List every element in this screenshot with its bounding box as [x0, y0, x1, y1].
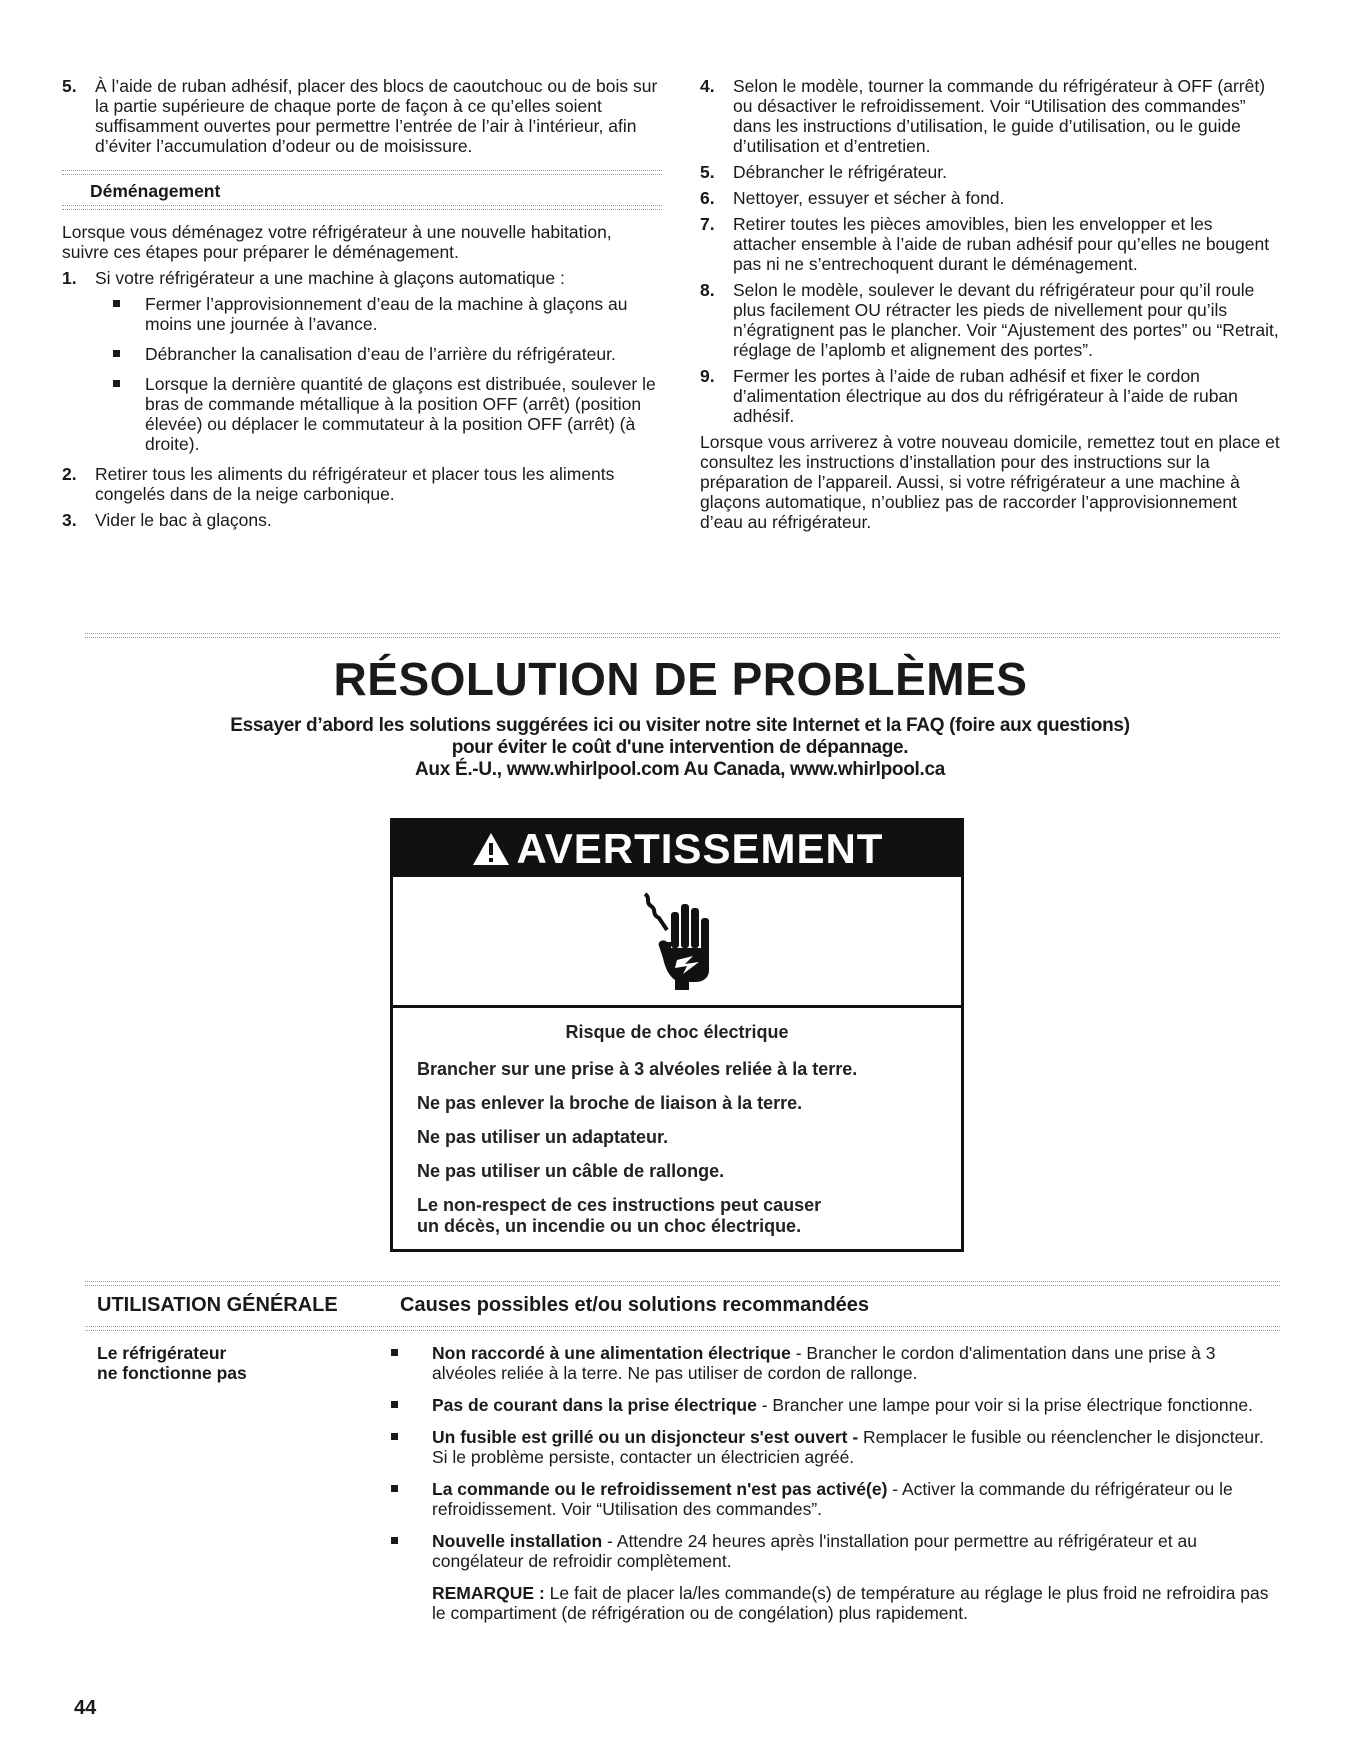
warning-consequence-line: un décès, un incendie ou un choc électrique. [417, 1216, 802, 1236]
bullet-list [95, 294, 662, 454]
step-item [62, 76, 662, 156]
step-text: Si votre réfrigérateur a une machine à glaçons automatique : [95, 268, 565, 288]
solution-item [382, 1427, 1277, 1467]
problem-label-line: ne fonctionne pas [97, 1363, 247, 1383]
step-text: Vider le bac à glaçons. [95, 510, 272, 530]
step-number: 4. [700, 76, 715, 96]
solution-text: - Attendre 24 heures après l'installation pour permettre au réfrigérateur et au congélateur de refroidir complètement. [432, 1531, 1197, 1571]
warning-line: Ne pas enlever la broche de liaison à la terre. [417, 1093, 803, 1113]
step-number: 5. [62, 76, 77, 96]
step-item [700, 76, 1280, 156]
step-number: 7. [700, 214, 715, 234]
section-divider [62, 205, 662, 210]
warning-consequence [417, 1195, 961, 1237]
step-number: 9. [700, 366, 715, 386]
warning-title: Risque de choc électrique [565, 1022, 789, 1042]
intro-line: pour éviter le coût d'une intervention de dépannage. [451, 737, 909, 758]
bullet-text: Fermer l’approvisionnement d’eau de la machine à glaçons au moins une journée à l’avance. [145, 294, 628, 334]
bullet-square-icon [113, 350, 120, 357]
warning-header-text: AVERTISSEMENT [516, 825, 884, 872]
electric-shock-hand-icon [637, 886, 717, 996]
step-number: 1. [62, 268, 77, 288]
warning-line: Ne pas utiliser un adaptateur. [417, 1127, 669, 1147]
warning-line: Ne pas utiliser un câble de rallonge. [417, 1161, 725, 1181]
section-divider [85, 633, 1280, 638]
bullet-square-icon [391, 1537, 398, 1544]
solution-cause: Nouvelle installation [432, 1531, 603, 1551]
step-item [700, 366, 1280, 426]
step-text: Retirer tous les aliments du réfrigérateur et placer tous les aliments congelés dans de la neige carbonique. [95, 464, 615, 504]
solutions-list [382, 1343, 1277, 1623]
bullet-item [95, 294, 662, 334]
step-item [700, 280, 1280, 360]
solution-cause: La commande ou le refroidissement n'est pas activé(e) [432, 1479, 888, 1499]
step-item [62, 464, 662, 504]
step-item [700, 188, 1280, 208]
solution-cause: Un fusible est grillé ou un disjoncteur s'est ouvert - [432, 1427, 859, 1447]
left-step-list [62, 76, 662, 156]
table-header-category: UTILISATION GÉNÉRALE [97, 1294, 338, 1316]
step-number: 6. [700, 188, 715, 208]
solution-text: - Activer la commande du réfrigérateur ou le refroidissement. Voir “Utilisation des commandes”. [432, 1479, 1233, 1519]
section-intro: Lorsque vous déménagez votre réfrigérateur à une nouvelle habitation, suivre ces étapes pour préparer le déménagement. [62, 222, 612, 262]
closing-paragraph: Lorsque vous arriverez à votre nouveau domicile, remettez tout en place et consultez les instructions d’installation pour des instructions sur la préparation de l’appareil. Aussi, si votre réfrigérateur a une machine à glaçons automatique, n’oubliez pas de raccorder l’approvisionnement d’eau au réfrigérateur. [700, 432, 1280, 532]
warning-consequence-line: Le non-respect de ces instructions peut causer [417, 1195, 822, 1215]
problem-label [97, 1343, 357, 1383]
bullet-square-icon [113, 380, 120, 387]
warning-triangle-icon [471, 831, 511, 867]
step-text: Selon le modèle, soulever le devant du réfrigérateur pour qu’il roule plus facilement OU rétracter les pieds de nivellement pour qu’ils n’égratignent pas le plancher. Voir “Ajustement des portes” ou “Retrait, réglage de l’aplomb et alignement des portes”. [733, 280, 1279, 360]
solution-cause: Non raccordé à une alimentation électrique [432, 1343, 791, 1363]
step-text: Retirer toutes les pièces amovibles, bien les envelopper et les attacher ensemble à l’aide de ruban adhésif pour qu’elles ne bougent pas ni ne s’entrechoquent durant le déménagement. [733, 214, 1270, 274]
table-header-solutions: Causes possibles et/ou solutions recommandées [400, 1294, 870, 1316]
section-divider [62, 170, 662, 175]
step-item [700, 214, 1280, 274]
bullet-square-icon [113, 300, 120, 307]
intro-text [100, 715, 1260, 781]
page-title: RÉSOLUTION DE PROBLÈMES [333, 653, 1028, 705]
table-divider [85, 1326, 1280, 1331]
warning-header [393, 821, 961, 877]
bullet-item [95, 344, 662, 364]
solution-text: - Brancher une lampe pour voir si la prise électrique fonctionne. [756, 1395, 1253, 1415]
section-title: Déménagement [90, 181, 221, 201]
bullet-square-icon [391, 1433, 398, 1440]
problem-label-line: Le réfrigérateur [97, 1343, 227, 1363]
left-column [62, 76, 662, 536]
solution-item [382, 1531, 1277, 1571]
solution-text: - Brancher le cordon d'alimentation dans une prise à 3 alvéoles reliée à la terre. Ne pas utiliser de cordon de rallonge. [432, 1343, 1216, 1383]
remark-note [382, 1583, 1277, 1623]
moving-step-list [62, 268, 662, 530]
step-text: Selon le modèle, tourner la commande du réfrigérateur à OFF (arrêt) ou désactiver le refroidissement. Voir “Utilisation des commandes” dans les instructions d’utilisation, le guide d’utilisation, ou le guide d’utilisation et d’entretien. [733, 76, 1266, 156]
step-text: Fermer les portes à l’aide de ruban adhésif et fixer le cordon d’alimentation électrique au dos du réfrigérateur à l’aide de ruban adhésif. [733, 366, 1238, 426]
solution-cause: Pas de courant dans la prise électrique [432, 1395, 757, 1415]
solution-item [382, 1395, 1277, 1415]
solution-text: Remplacer le fusible ou réenclencher le disjoncteur. Si le problème persiste, contacter un électricien agréé. [432, 1427, 1264, 1467]
step-item [700, 162, 1280, 182]
step-number: 2. [62, 464, 77, 484]
bullet-text: Débrancher la canalisation d’eau de l’arrière du réfrigérateur. [145, 344, 616, 364]
bullet-item [95, 374, 662, 454]
solution-item [382, 1343, 1277, 1383]
bullet-square-icon [391, 1401, 398, 1408]
right-column [700, 76, 1280, 532]
step-item [62, 510, 662, 530]
section-divider [85, 1281, 1280, 1286]
step-number: 8. [700, 280, 715, 300]
step-item [62, 268, 662, 454]
warning-icon-area [393, 877, 961, 1008]
remark-text: Le fait de placer la/les commande(s) de température au réglage le plus froid ne refroidira pas le compartiment (de réfrigération ou de congélation) plus rapidement. [432, 1583, 1269, 1623]
solution-item [382, 1479, 1277, 1519]
step-number: 5. [700, 162, 715, 182]
intro-line: Essayer d’abord les solutions suggérées ici ou visiter notre site Internet et la FAQ (foire aux questions) [230, 715, 1130, 736]
bullet-square-icon [391, 1349, 398, 1356]
warning-line: Brancher sur une prise à 3 alvéoles reliée à la terre. [417, 1059, 858, 1079]
step-number: 3. [62, 510, 77, 530]
intro-line-links: Aux É.-U., www.whirlpool.com Au Canada, www.whirlpool.ca [414, 759, 946, 780]
warning-box [390, 818, 964, 1252]
remark-label: REMARQUE : [432, 1583, 545, 1603]
step-text: Débrancher le réfrigérateur. [733, 162, 947, 182]
page-number: 44 [74, 1697, 97, 1719]
warning-text [393, 1008, 961, 1237]
right-step-list [700, 76, 1280, 426]
step-text: À l’aide de ruban adhésif, placer des blocs de caoutchouc ou de bois sur la partie supérieure de chaque porte de façon à ce qu’elles soient suffisamment ouvertes pour permettre l’entrée de l’air à l’intérieur, afin d’éviter l’accumulation d’odeur ou de moisissure. [95, 76, 658, 156]
bullet-square-icon [391, 1485, 398, 1492]
step-text: Nettoyer, essuyer et sécher à fond. [733, 188, 1005, 208]
bullet-text: Lorsque la dernière quantité de glaçons est distribuée, soulever le bras de commande métallique à la position OFF (arrêt) (position élevée) ou déplacer le commutateur à la position OFF (arrêt) (à droite). [145, 374, 656, 454]
